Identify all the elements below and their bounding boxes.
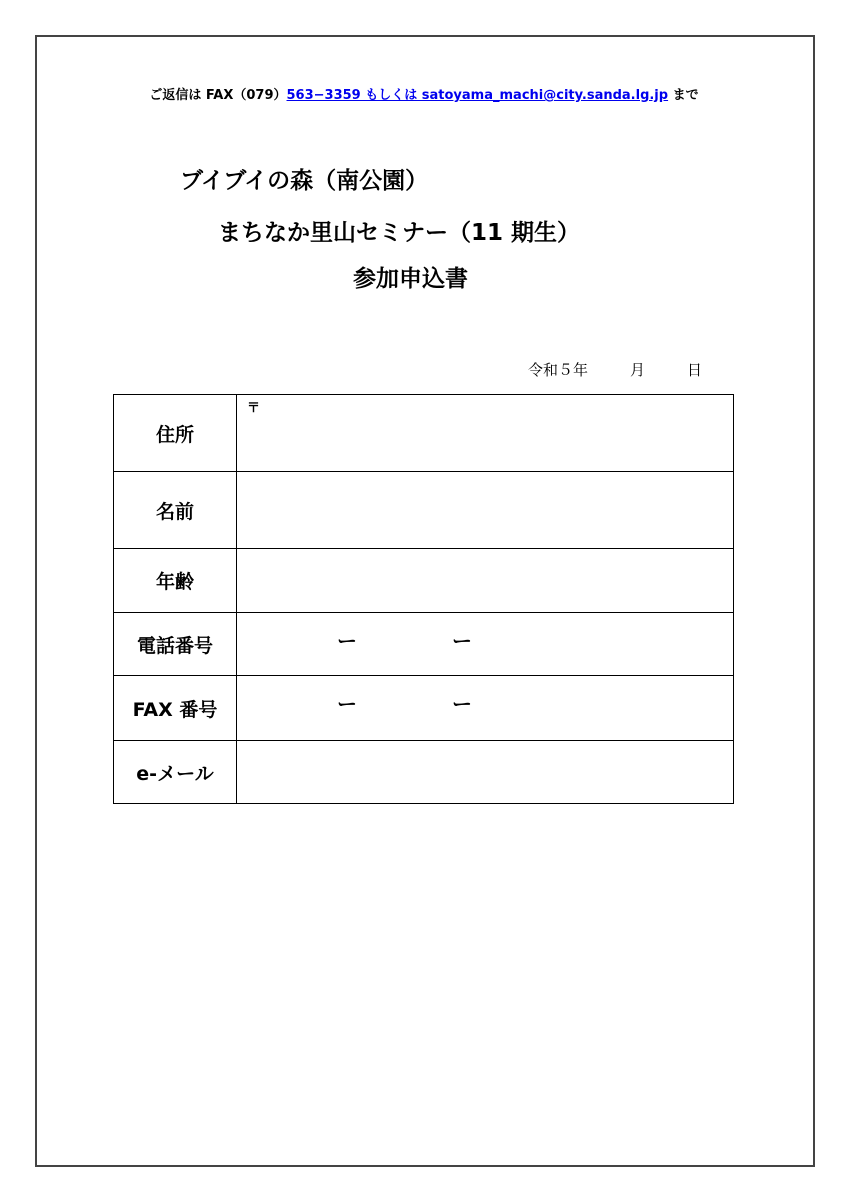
fax-label: FAX 番号	[114, 676, 237, 741]
title-line-1: ブイブイの森（南公園）	[180, 168, 429, 194]
name-field[interactable]	[237, 472, 734, 549]
application-date	[528, 359, 702, 380]
form-row-fax	[114, 676, 734, 741]
postal-mark: 〒	[247, 401, 261, 416]
fax-dash-1: ー	[337, 692, 357, 716]
fax-field[interactable]	[237, 676, 734, 741]
phone-label: 電話番号	[114, 613, 237, 676]
title-line-3: 参加申込書	[353, 266, 468, 292]
name-label: 名前	[114, 472, 237, 549]
phone-field[interactable]	[237, 613, 734, 676]
age-label: 年齢	[114, 549, 237, 613]
email-label: e-メール	[114, 741, 237, 804]
phone-dash-1: ー	[337, 629, 357, 653]
form-row-name	[114, 472, 734, 549]
reply-prefix: ご返信は FAX（079）	[149, 88, 287, 103]
application-form	[113, 394, 734, 804]
age-field[interactable]	[237, 549, 734, 613]
phone-dash-2: ー	[452, 629, 472, 653]
reply-contact-link[interactable]: 563−3359 もしくは satoyama_machi@city.sanda.lg.jp	[286, 88, 669, 103]
reply-suffix: まで	[668, 88, 699, 103]
date-era-year: 令和５年	[528, 361, 589, 379]
form-row-address	[114, 395, 734, 472]
address-label: 住所	[114, 395, 237, 472]
date-month: 月	[630, 361, 646, 379]
date-day: 日	[687, 361, 703, 379]
fax-dash-2: ー	[452, 692, 472, 716]
form-row-phone	[114, 613, 734, 676]
email-field[interactable]	[237, 741, 734, 804]
form-row-email	[114, 741, 734, 804]
form-row-age	[114, 549, 734, 613]
title-line-2: まちなか里山セミナー（11 期生）	[218, 220, 581, 246]
address-field[interactable]	[237, 395, 734, 472]
reply-instruction	[0, 84, 848, 103]
